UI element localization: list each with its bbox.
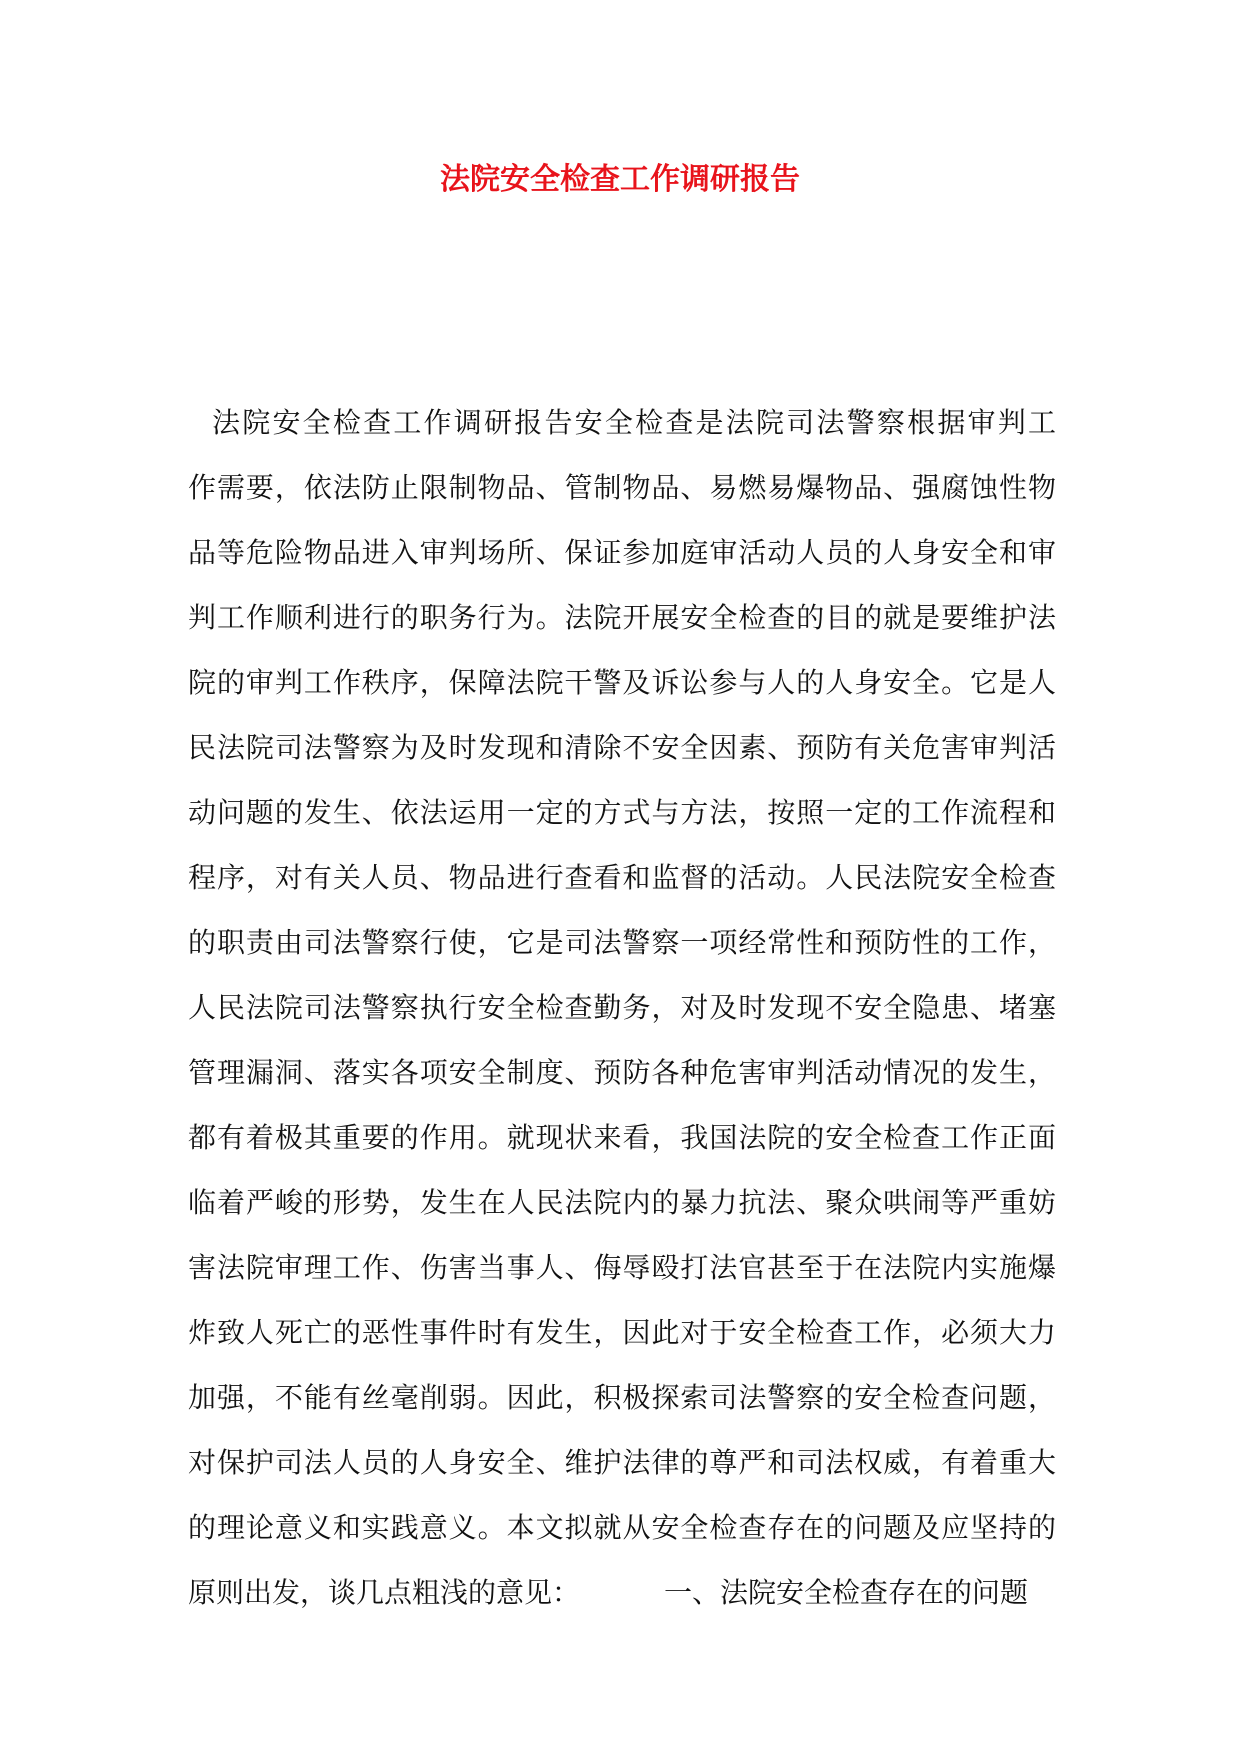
section-heading: 一、法院安全检查存在的问题 xyxy=(664,1576,1029,1609)
paragraph-line: 院的审判工作秩序，保障法院干警及诉讼参与人的人身安全。它是人 xyxy=(188,666,1056,699)
paragraph-line: 判工作顺利进行的职务行为。法院开展安全检查的目的就是要维护法 xyxy=(188,601,1056,634)
paragraph-line: 对保护司法人员的人身安全、维护法律的尊严和司法权威，有着重大 xyxy=(188,1446,1056,1479)
paragraph-line: 都有着极其重要的作用。就现状来看，我国法院的安全检查工作正面 xyxy=(188,1121,1056,1154)
paragraph-line: 加强，不能有丝毫削弱。因此，积极探索司法警察的安全检查问题， xyxy=(188,1381,1056,1414)
paragraph-line: 的理论意义和实践意义。本文拟就从安全检查存在的问题及应坚持的 xyxy=(188,1511,1056,1544)
paragraph-line: 民法院司法警察为及时发现和清除不安全因素、预防有关危害审判活 xyxy=(188,731,1056,764)
body-paragraph xyxy=(188,390,1056,1625)
paragraph-line: 程序，对有关人员、物品进行查看和监督的活动。人民法院安全检查 xyxy=(188,861,1056,894)
paragraph-line: 炸致人死亡的恶性事件时有发生，因此对于安全检查工作，必须大力 xyxy=(188,1316,1056,1349)
paragraph-line: 法院安全检查工作调研报告安全检查是法院司法警察根据审判工 xyxy=(212,406,1056,439)
paragraph-line: 品等危险物品进入审判场所、保证参加庭审活动人员的人身安全和审 xyxy=(188,536,1056,569)
paragraph-line: 临着严峻的形势，发生在人民法院内的暴力抗法、聚众哄闹等严重妨 xyxy=(188,1186,1056,1219)
paragraph-line: 动问题的发生、依法运用一定的方式与方法，按照一定的工作流程和 xyxy=(188,796,1056,829)
paragraph-line: 害法院审理工作、伤害当事人、侮辱殴打法官甚至于在法院内实施爆 xyxy=(188,1251,1056,1284)
paragraph-line: 的职责由司法警察行使，它是司法警察一项经常性和预防性的工作， xyxy=(188,926,1056,959)
paragraph-line: 管理漏洞、落实各项安全制度、预防各种危害审判活动情况的发生， xyxy=(188,1056,1056,1089)
paragraph-line: 人民法院司法警察执行安全检查勤务，对及时发现不安全隐患、堵塞 xyxy=(188,991,1056,1024)
last-line-text: 原则出发，谈几点粗浅的意见： xyxy=(188,1576,581,1609)
paragraph-last-line xyxy=(188,1560,1056,1625)
document-title: 法院安全检查工作调研报告 xyxy=(440,162,800,197)
paragraph-line: 作需要，依法防止限制物品、管制物品、易燃易爆物品、强腐蚀性物 xyxy=(188,471,1056,504)
